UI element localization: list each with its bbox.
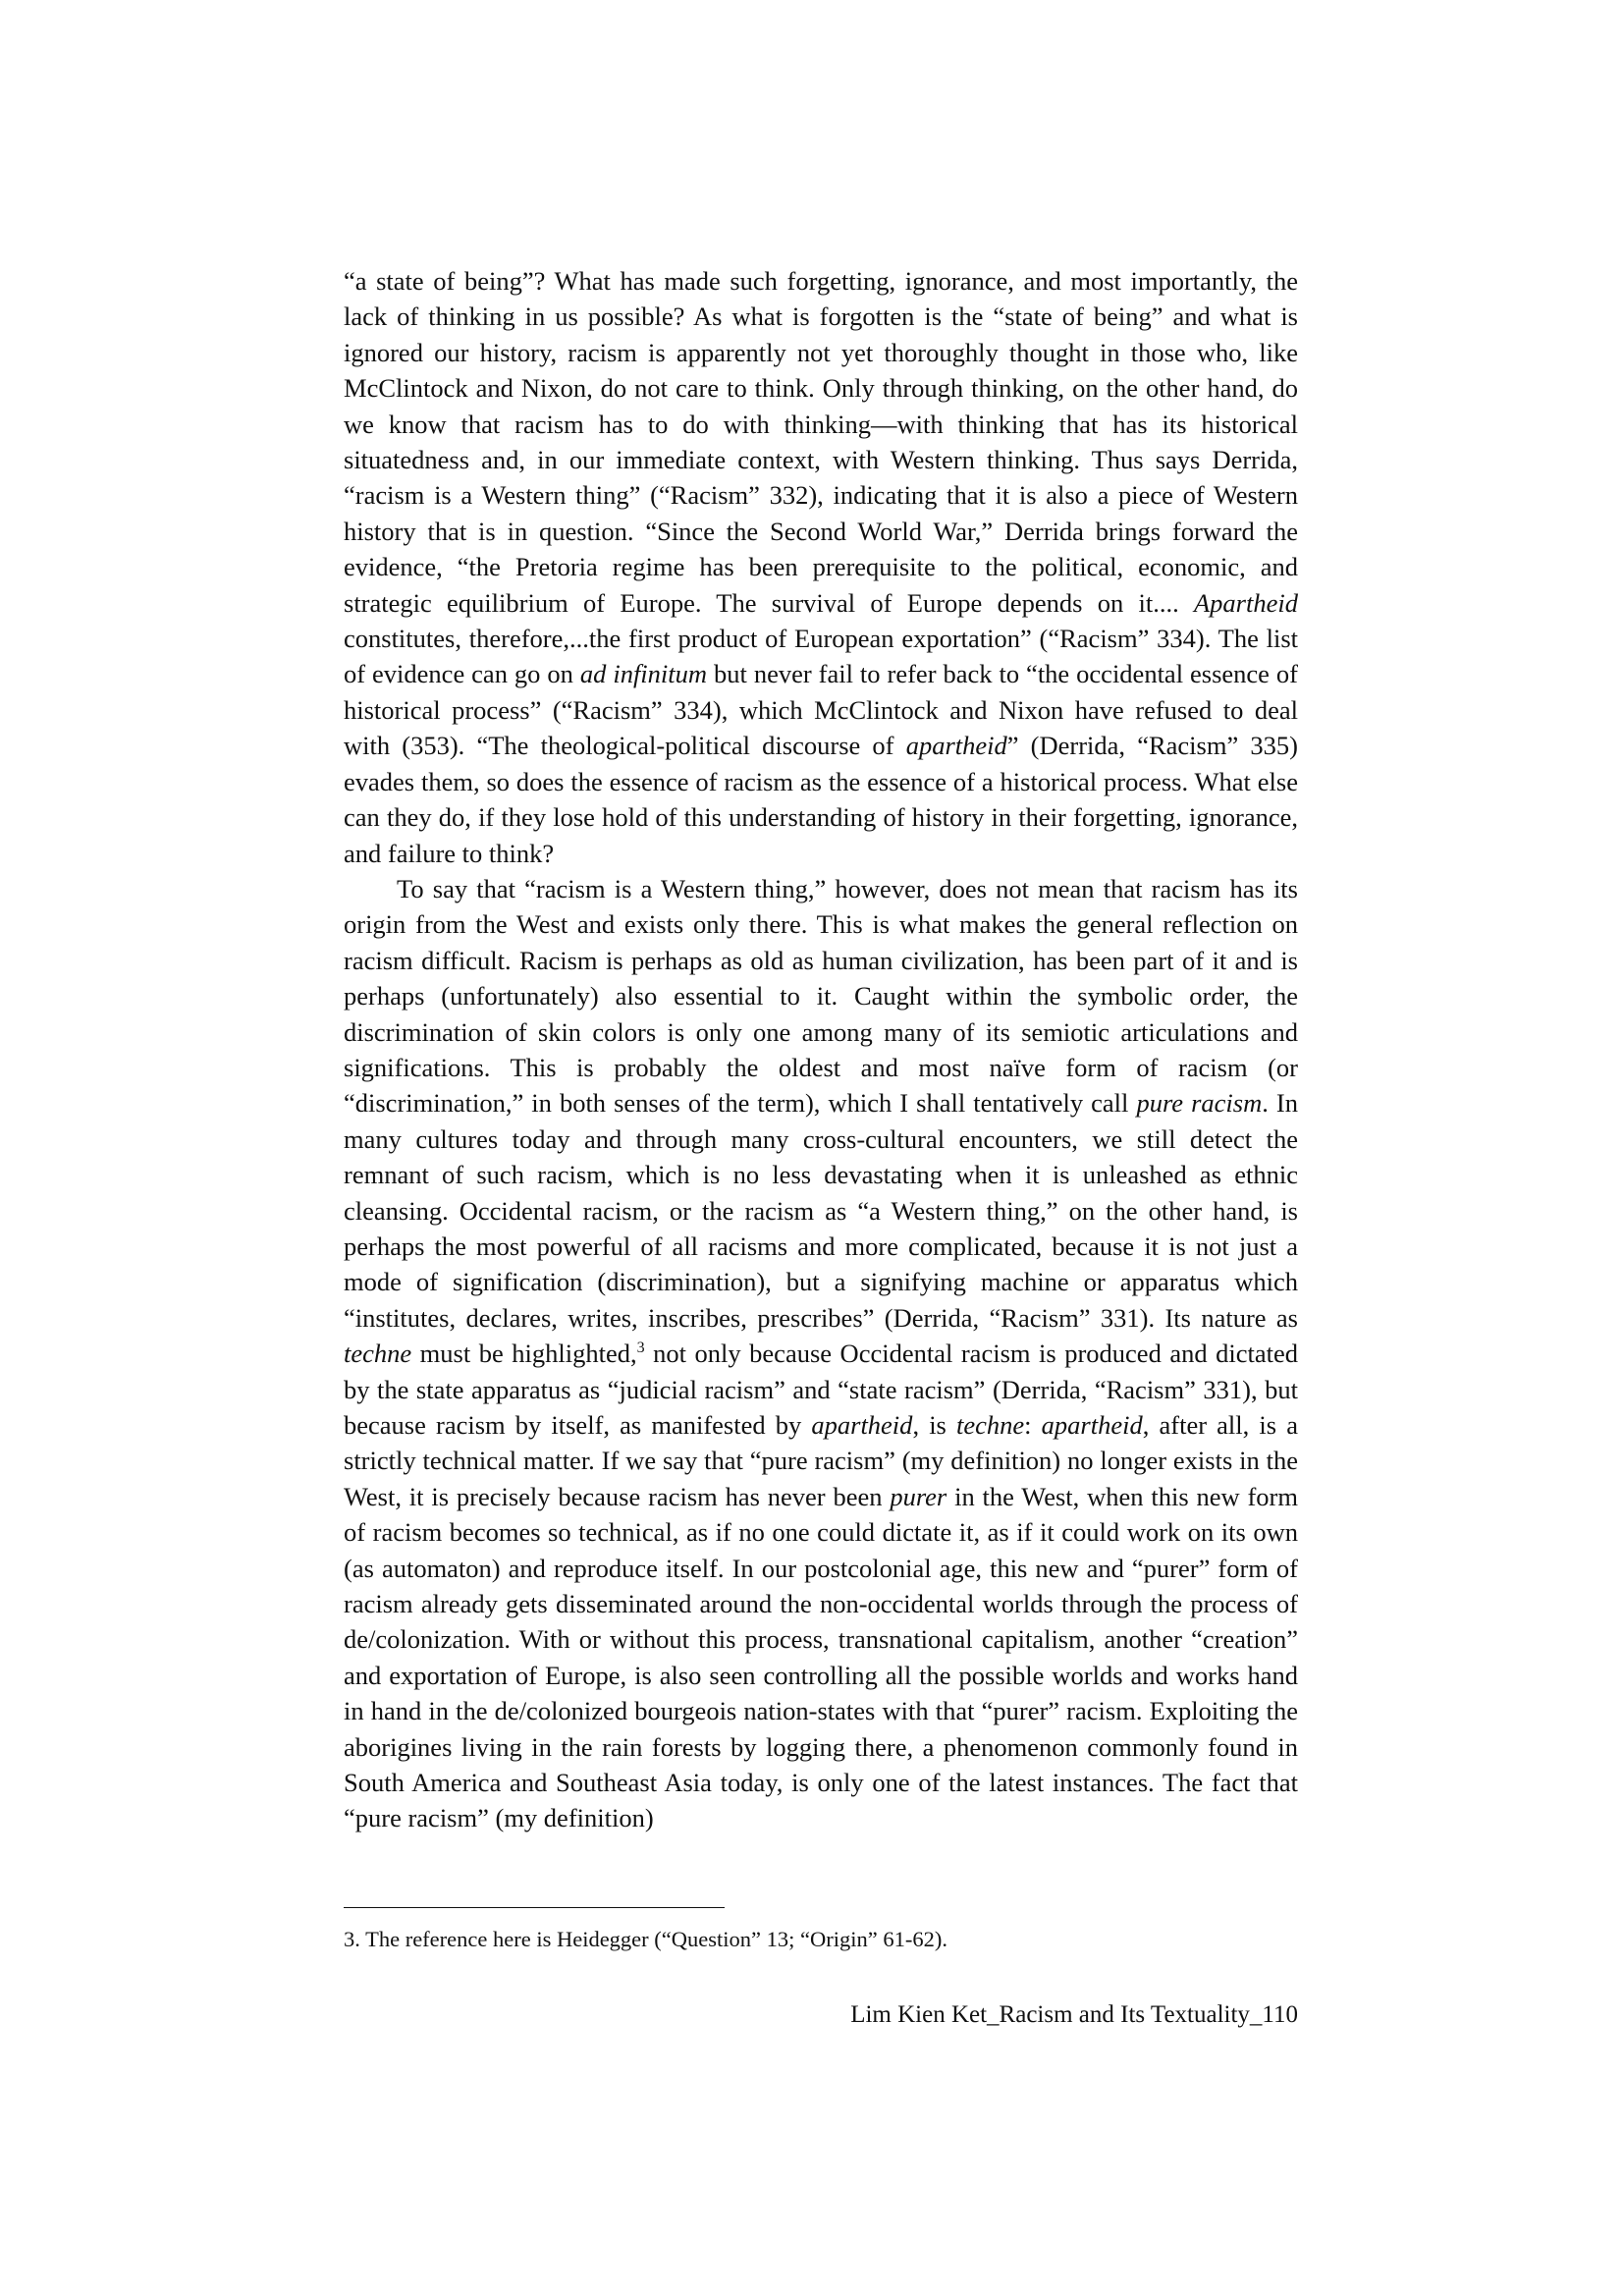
italic-term: pure racism [1136,1088,1263,1119]
running-footer: Lim Kien Ket_Racism and Its Textuality_110 [850,2001,1298,2028]
paragraph-2: To say that “racism is a Western thing,” however, does not mean that racism has its origin from the West and exists only there. This is what makes the general reflection on racism difficult. Racism is perhaps as old as human civilization, has been part of it and is perhaps (unfortunately) also essential to it. Caught within the symbolic order, the discrimination of skin colors is only one among many of its semiotic articulations and significations. This is probably the oldest and most naïve form of racism (or “discrimination,” in both senses of the term), which I shall tentatively call pure racism. In many cultures today and through many cross-cultural encounters, we still detect the remnant of such racism, which is no less devastating when it is unleashed as ethnic cleansing. Occidental racism, or the racism as “a Western thing,” on the other hand, is perhaps the most powerful of all racisms and more complicated, because it is not just a mode of signification (discrimination), but a signifying machine or apparatus which “institutes, declares, writes, inscribes, prescribes” (Derrida, “Racism” 331). Its nature as techne must be highlighted,$^3$ not only because Occidental racism is produced and dictated by the state apparatus as “judicial racism” and “state racism” (Derrida, “Racism” 331), but because racism by itself, as manifested by apartheid, is techne: apartheid, after all, is a strictly technical matter. If we say that “pure racism” (my definition) no longer exists in the West, it is precisely because racism has never been purer in the West, when this new form of racism becomes so technical, as if no one could dictate it, as if it could work on its own (as automaton) and reproduce itself. In our postcolonial age, this new and “purer” form of racism already gets disseminated around the non-occidental worlds through the process of de/colonization. With or without this process, transnational capitalism, another “creation” and exportation of Europe, is also seen controlling all the possible worlds and works hand in hand in the de/colonized bourgeois nation-states with that “purer” racism. Exploiting the aborigines living in the rain forests by logging there, a phenomenon commonly found in South America and Southeast Asia today, is only one of the latest instances. The fact that “pure racism” (my definition) [344,873,1299,1833]
footnote-separator [344,1907,725,1908]
italic-term: purer [890,1481,947,1511]
italic-term: apartheid [1041,1410,1143,1440]
paragraph-1: “a state of being”? What has made such forgetting, ignorance, and most importantly, the lack of thinking in us possible? As what is forgotten is the “state of being” and what is ignored our history, racism is apparently not yet thoroughly thought in those who, like McClintock and Nixon, do not care to think. Only through thinking, on the other hand, do we know that racism has to do with thinking—with thinking that has its historical situatedness and, in our immediate context, with Western thinking. Thus says Derrida, “racism is a Western thing” (“Racism” 332), indicating that it is also a piece of Western history that is in question. “Since the Second World War,” Derrida brings forward the evidence, “the Pretoria regime has been prerequisite to the political, economic, and strategic equilibrium of Europe. The survival of Europe depends on it.... Apartheid constitutes, therefore,...the first product of European exportation” (“Racism” 334). The list of evidence can go on ad infinitum but never fail to refer back to “the occidental essence of historical process” (“Racism” 334), which McClintock and Nixon have refused to deal with (353). “The theological-political discourse of apartheid” (Derrida, “Racism” 335) evades them, so does the essence of racism as the essence of a historical process. What else can they do, if they lose hold of this understanding of history in their forgetting, ignorance, and failure to think? [344,266,1298,868]
footnote-marker[interactable]: 3 [636,1339,645,1357]
body-text [344,263,1298,1836]
italic-term: techne [344,1339,412,1369]
italic-term: apartheid [905,731,1007,761]
italic-term: apartheid [811,1410,913,1440]
italic-term: ad infinitum [579,659,708,689]
italic-term: Apartheid [1194,587,1298,618]
footnote-3: 3. The reference here is Heidegger (“Question” 13; “Origin” 61-62). [344,1927,947,1951]
italic-term: techne [956,1410,1025,1440]
